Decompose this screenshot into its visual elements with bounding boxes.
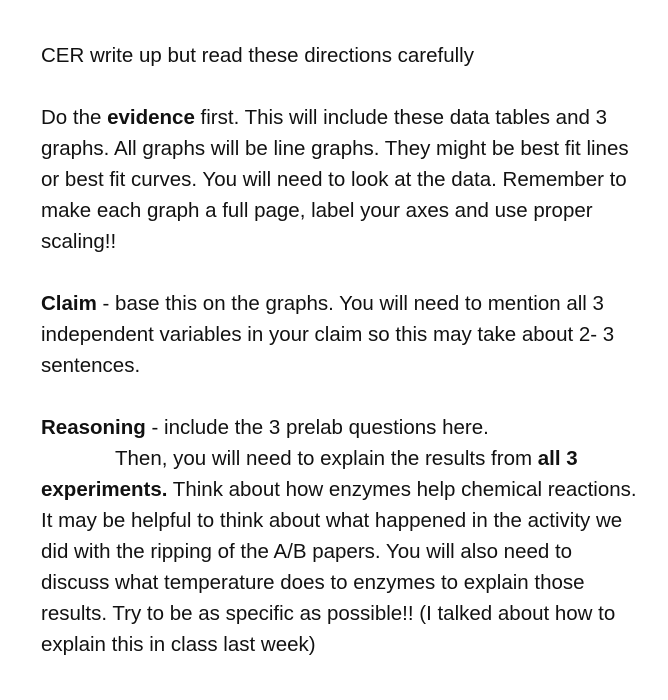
reasoning-paragraph — [41, 412, 641, 660]
reasoning-heading: Reasoning — [41, 416, 146, 439]
claim-text: - base this on the graphs. You will need to mention all 3 independent variables in your claim so this may take about 2- 3 sentences. — [41, 292, 615, 377]
evidence-intro: Do the — [41, 106, 108, 129]
reasoning-followup-intro: Then, you will need to explain the results from — [115, 447, 538, 470]
evidence-paragraph — [41, 102, 641, 257]
claim-paragraph — [41, 288, 641, 381]
document-body — [41, 40, 641, 660]
reasoning-followup-text: Think about how enzymes help chemical reactions. It may be helpful to think about what happened in the activity we did with the ripping of the A/B papers. You will also need to discuss what temperature does to enzymes to explain those results. Try to be as specific as possible!! (I talked about how to explain this in class last week) — [41, 478, 637, 656]
claim-heading: Claim — [41, 292, 97, 315]
document-title: CER write up but read these directions carefully — [41, 44, 474, 67]
reasoning-emphasis: all 3 experiments. — [41, 447, 578, 501]
reasoning-text: - include the 3 prelab questions here. — [145, 416, 489, 439]
evidence-heading: evidence — [107, 106, 195, 129]
evidence-text: first. This will include these data tables and 3 graphs. All graphs will be line graphs. They might be best fit lines or best fit curves. You will need to look at the data. Remember to make each graph a full page, label your axes and use proper scaling!! — [41, 106, 629, 253]
